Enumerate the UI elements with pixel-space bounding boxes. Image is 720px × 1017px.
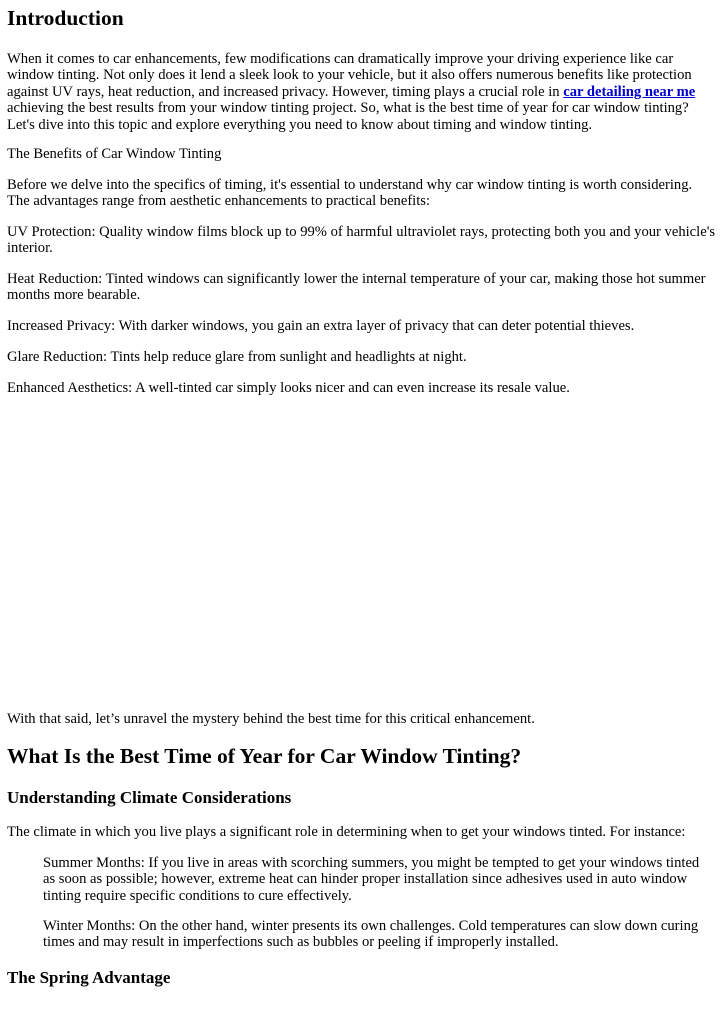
intro-text-before-link: When it comes to car enhancements, few modifications can dramatically improve your driving experience like car window tinting. Not only does it lend a sleek look to your vehicle, but it also offers numerous benefits like protection against UV rays, heat reduction, and increased privacy. However, timing plays a crucial role in <box>7 51 692 100</box>
car-detailing-link[interactable]: car detailing near me <box>563 83 696 100</box>
best-time-heading: What Is the Best Time of Year for Car Window Tinting? <box>7 744 522 768</box>
summer-item: Summer Months: If you live in areas with scorching summers, you might be tempted to get your windows tinted as soon as possible; however, extreme heat can hinder proper installation since adhesives used in auto window tinting require specific conditions to cure effectively. <box>43 855 700 904</box>
benefits-intro: Before we delve into the specifics of timing, it's essential to understand why car window tinting is worth considering. The advantages range from aesthetic enhancements to practical benefits: <box>7 177 693 210</box>
climate-intro: The climate in which you live plays a significant role in determining when to get your windows tinted. For instance: <box>7 824 686 840</box>
benefits-title: The Benefits of Car Window Tinting <box>7 146 222 162</box>
intro-text-after-link: achieving the best results from your window tinting project. So, what is the best time of year for car window tinting? Let's dive into this topic and explore everything you need to know about timing and window tinting. <box>7 100 689 133</box>
spring-heading: The Spring Advantage <box>7 968 171 987</box>
intro-heading: Introduction <box>7 6 124 30</box>
winter-item: Winter Months: On the other hand, winter presents its own challenges. Cold temperatures can slow down curing times and may result in imperfections such as bubbles or peeling if improperly installed. <box>43 918 699 951</box>
benefit-item: Heat Reduction: Tinted windows can significantly lower the internal temperature of your car, making those hot summer months more bearable. <box>7 271 706 304</box>
transition-text: With that said, let’s unravel the mystery behind the best time for this critical enhancement. <box>7 711 535 727</box>
benefit-item: Glare Reduction: Tints help reduce glare from sunlight and headlights at night. <box>7 349 467 365</box>
benefit-item: UV Protection: Quality window films block up to 99% of harmful ultraviolet rays, protecting both you and your vehicle's interior. <box>7 224 716 257</box>
intro-paragraph <box>7 51 707 133</box>
benefit-item: Increased Privacy: With darker windows, you gain an extra layer of privacy that can deter potential thieves. <box>7 318 635 334</box>
benefit-item: Enhanced Aesthetics: A well-tinted car simply looks nicer and can even increase its resale value. <box>7 380 570 396</box>
climate-heading: Understanding Climate Considerations <box>7 788 292 807</box>
